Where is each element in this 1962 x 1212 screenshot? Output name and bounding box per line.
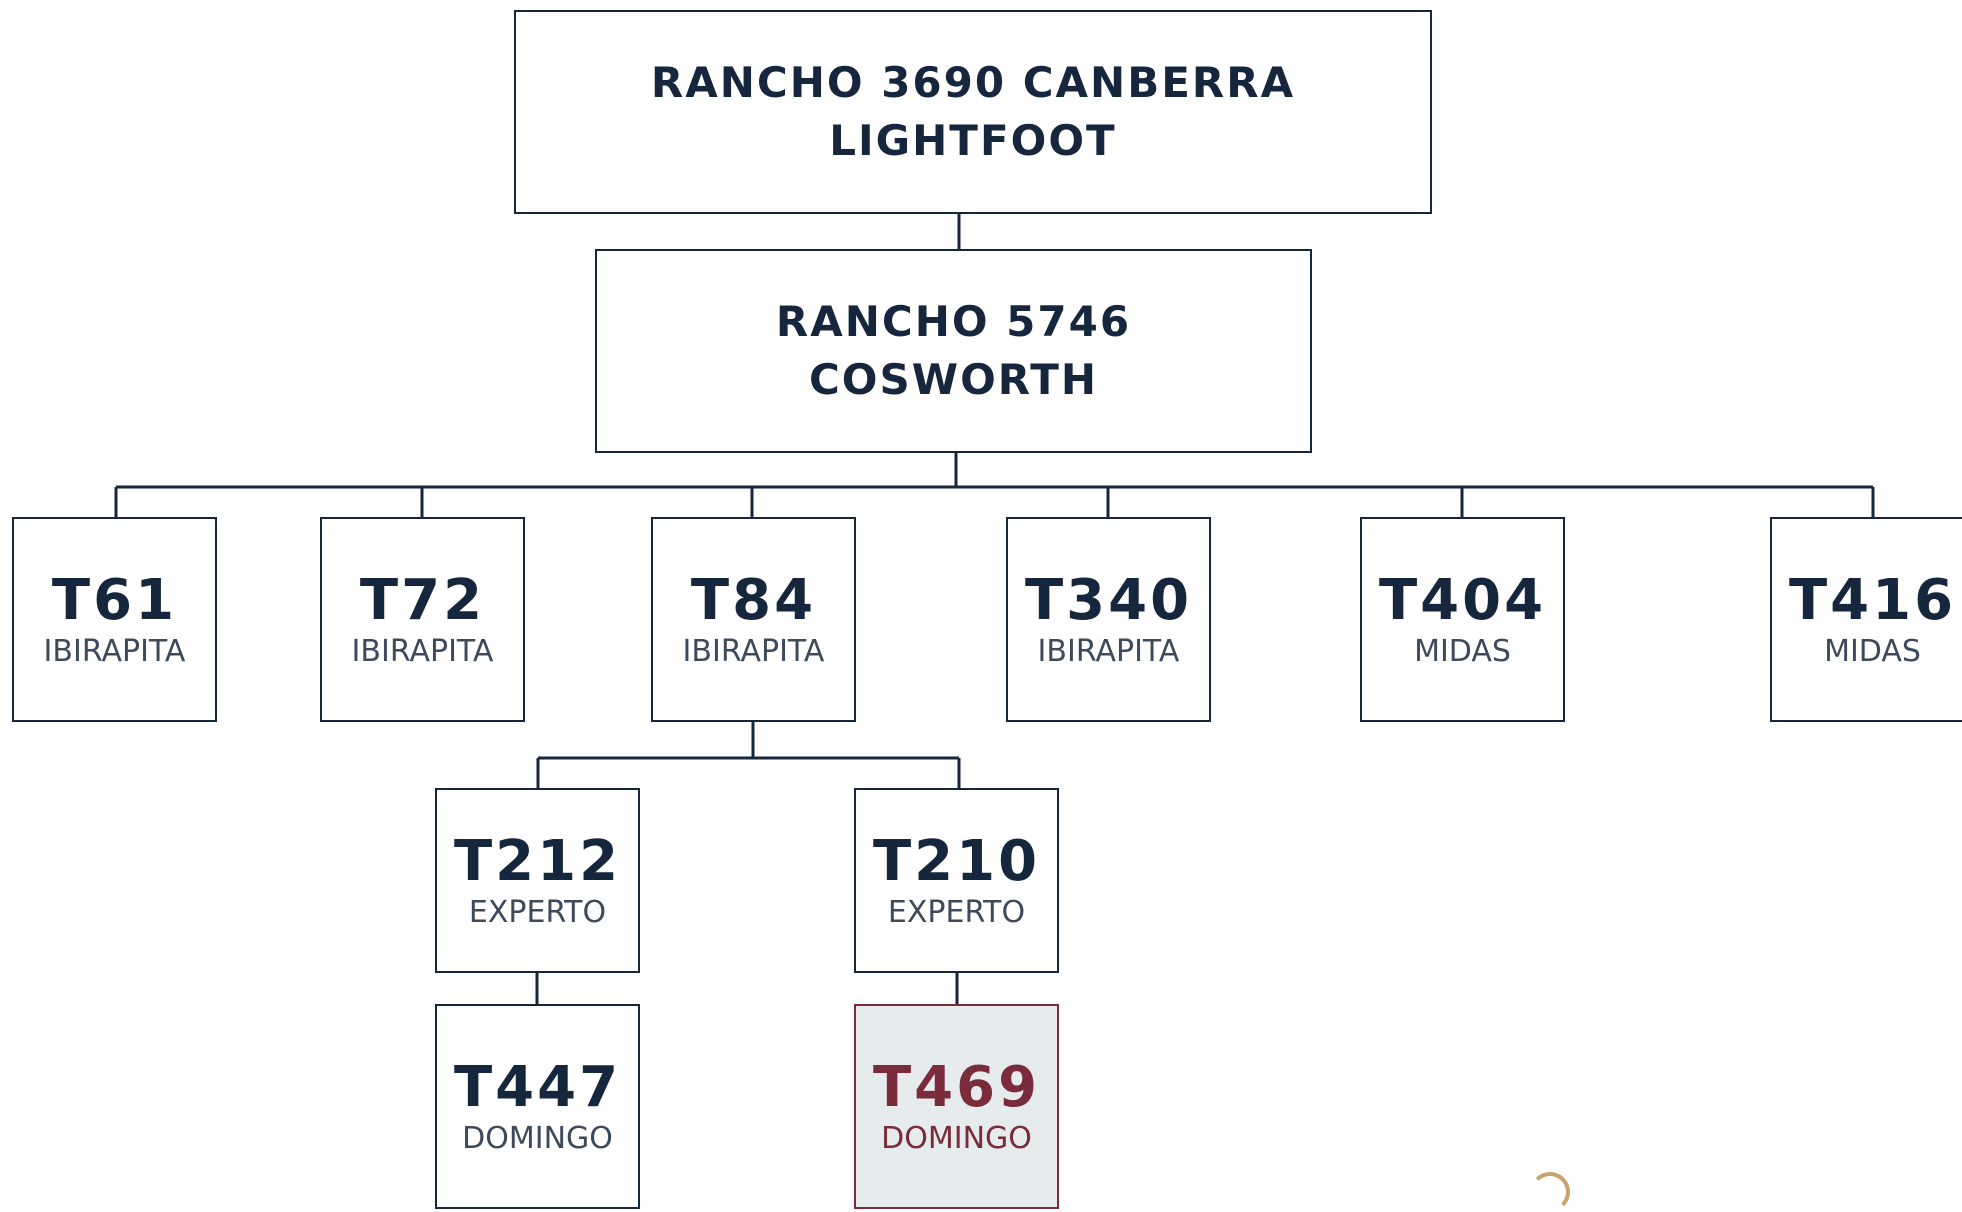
offspring-sire: IBIRAPITA <box>682 633 825 669</box>
offspring-box <box>1360 517 1565 722</box>
sire-line2: COSWORTH <box>808 355 1099 404</box>
offspring-sire: IBIRAPITA <box>1037 633 1180 669</box>
grand-offspring-tag: T212 <box>453 828 622 894</box>
great-grand-offspring-sire: DOMINGO <box>462 1120 613 1156</box>
highlighted-great-grand-offspring-box <box>854 1004 1059 1209</box>
sire-of-sire-name: RANCHO 3690 CANBERRA <box>650 58 1296 107</box>
offspring-tag: T72 <box>359 567 486 633</box>
great-grand-offspring-sire: DOMINGO <box>881 1120 1032 1156</box>
offspring-tag: T404 <box>1378 567 1547 633</box>
offspring-box <box>12 517 217 722</box>
sire-name: RANCHO 5746 <box>775 297 1132 346</box>
offspring-tag: T416 <box>1788 567 1957 633</box>
offspring-box <box>320 517 525 722</box>
grand-offspring-sire: EXPERTO <box>887 894 1026 930</box>
offspring-tag: T61 <box>51 567 178 633</box>
grand-offspring-sire: EXPERTO <box>468 894 607 930</box>
sire-box <box>595 249 1312 453</box>
great-grand-offspring-tag: T469 <box>872 1054 1041 1120</box>
offspring-box <box>1770 517 1962 722</box>
grand-offspring-tag: T210 <box>872 828 1041 894</box>
grand-offspring-box <box>854 788 1059 973</box>
offspring-sire: IBIRAPITA <box>351 633 494 669</box>
sire-of-sire-box <box>514 10 1432 214</box>
great-grand-offspring-box <box>435 1004 640 1209</box>
offspring-sire: MIDAS <box>1824 633 1921 669</box>
great-grand-offspring-tag: T447 <box>453 1054 622 1120</box>
grand-offspring-box <box>435 788 640 973</box>
offspring-box <box>1006 517 1211 722</box>
offspring-tag: T84 <box>690 567 817 633</box>
sire-of-sire-line2: LIGHTFOOT <box>829 116 1117 165</box>
logo-watermark <box>1530 1172 1570 1212</box>
offspring-tag: T340 <box>1024 567 1193 633</box>
offspring-sire: MIDAS <box>1414 633 1511 669</box>
offspring-sire: IBIRAPITA <box>43 633 186 669</box>
offspring-box <box>651 517 856 722</box>
